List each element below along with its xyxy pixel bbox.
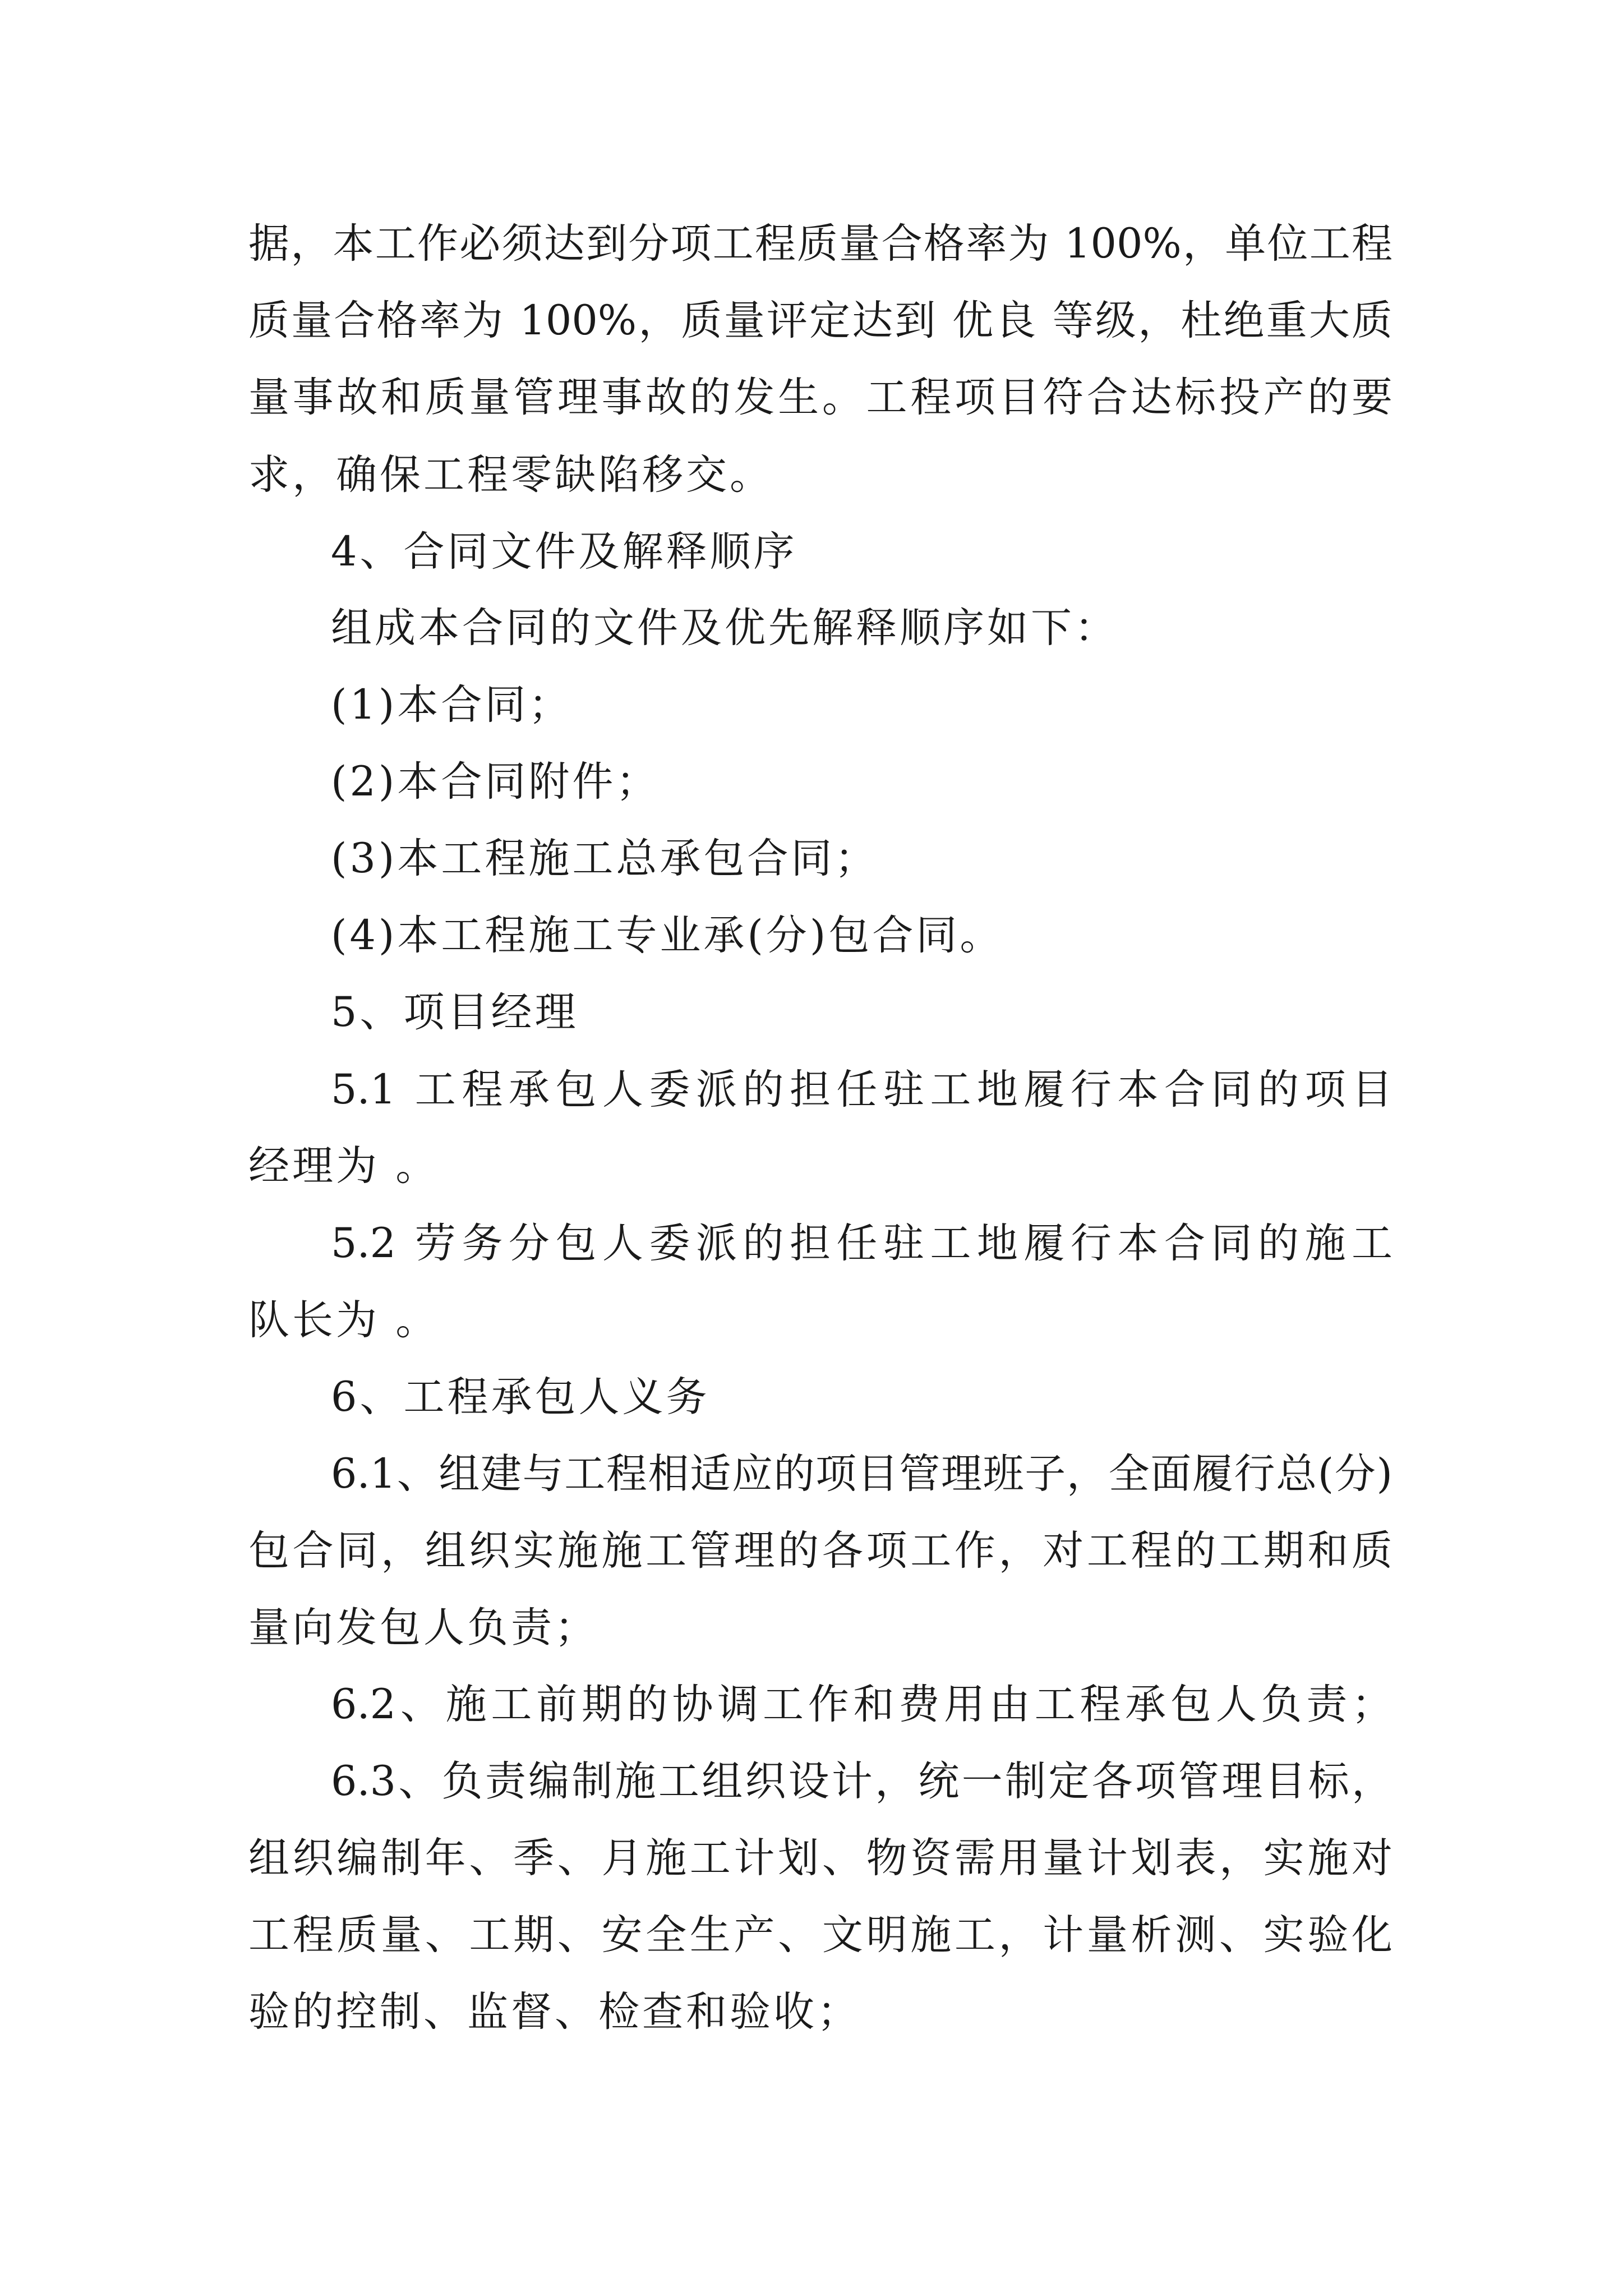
paragraph-line: 6.3、负责编制施工组织设计，统一制定各项管理目标， [331, 1757, 1393, 1805]
paragraph-line: 6.2、施工前期的协调工作和费用由工程承包人负责； [331, 1681, 1393, 1728]
section-heading: 5、项目经理 [331, 988, 579, 1036]
paragraph-line: 量事故和质量管理事故的发生。工程项目符合达标投产的要 [248, 374, 1393, 421]
paragraph-line: 6.1、组建与工程相适应的项目管理班子，全面履行总(分) [331, 1450, 1393, 1498]
paragraph-line: 质量合格率为 100%，质量评定达到 优良 等级，杜绝重大质 [248, 297, 1393, 344]
paragraph-line: 验的控制、监督、检查和验收； [248, 1988, 861, 2036]
section-heading: 4、合同文件及解释顺序 [331, 528, 797, 576]
paragraph-line: 工程质量、工期、安全生产、文明施工，计量析测、实验化 [248, 1911, 1393, 1959]
paragraph-line: 组织编制年、季、月施工计划、物资需用量计划表，实施对 [248, 1834, 1393, 1882]
paragraph-line: 队长为 。 [248, 1296, 440, 1344]
list-item: (4)本工程施工专业承(分)包合同。 [331, 912, 1004, 959]
list-item: (2)本合同附件； [331, 758, 660, 806]
paragraph-line: 求，确保工程零缺陷移交。 [248, 451, 773, 499]
paragraph-line: 经理为 。 [248, 1142, 440, 1190]
list-item: (3)本工程施工总承包合同； [331, 835, 879, 882]
paragraph-line: 量向发包人负责； [248, 1604, 598, 1651]
paragraph-line: 包合同，组织实施施工管理的各项工作，对工程的工期和质 [248, 1527, 1393, 1575]
paragraph-line: 组成本合同的文件及优先解释顺序如下： [331, 604, 1118, 652]
paragraph-line: 5.2 劳务分包人委派的担任驻工地履行本合同的施工 [331, 1220, 1393, 1267]
section-heading: 6、工程承包人义务 [331, 1373, 710, 1421]
list-item: (1)本合同； [331, 681, 573, 729]
paragraph-line: 5.1 工程承包人委派的担任驻工地履行本合同的项目 [331, 1066, 1393, 1114]
paragraph-line: 据，本工作必须达到分项工程质量合格率为 100%，单位工程 [248, 220, 1393, 268]
